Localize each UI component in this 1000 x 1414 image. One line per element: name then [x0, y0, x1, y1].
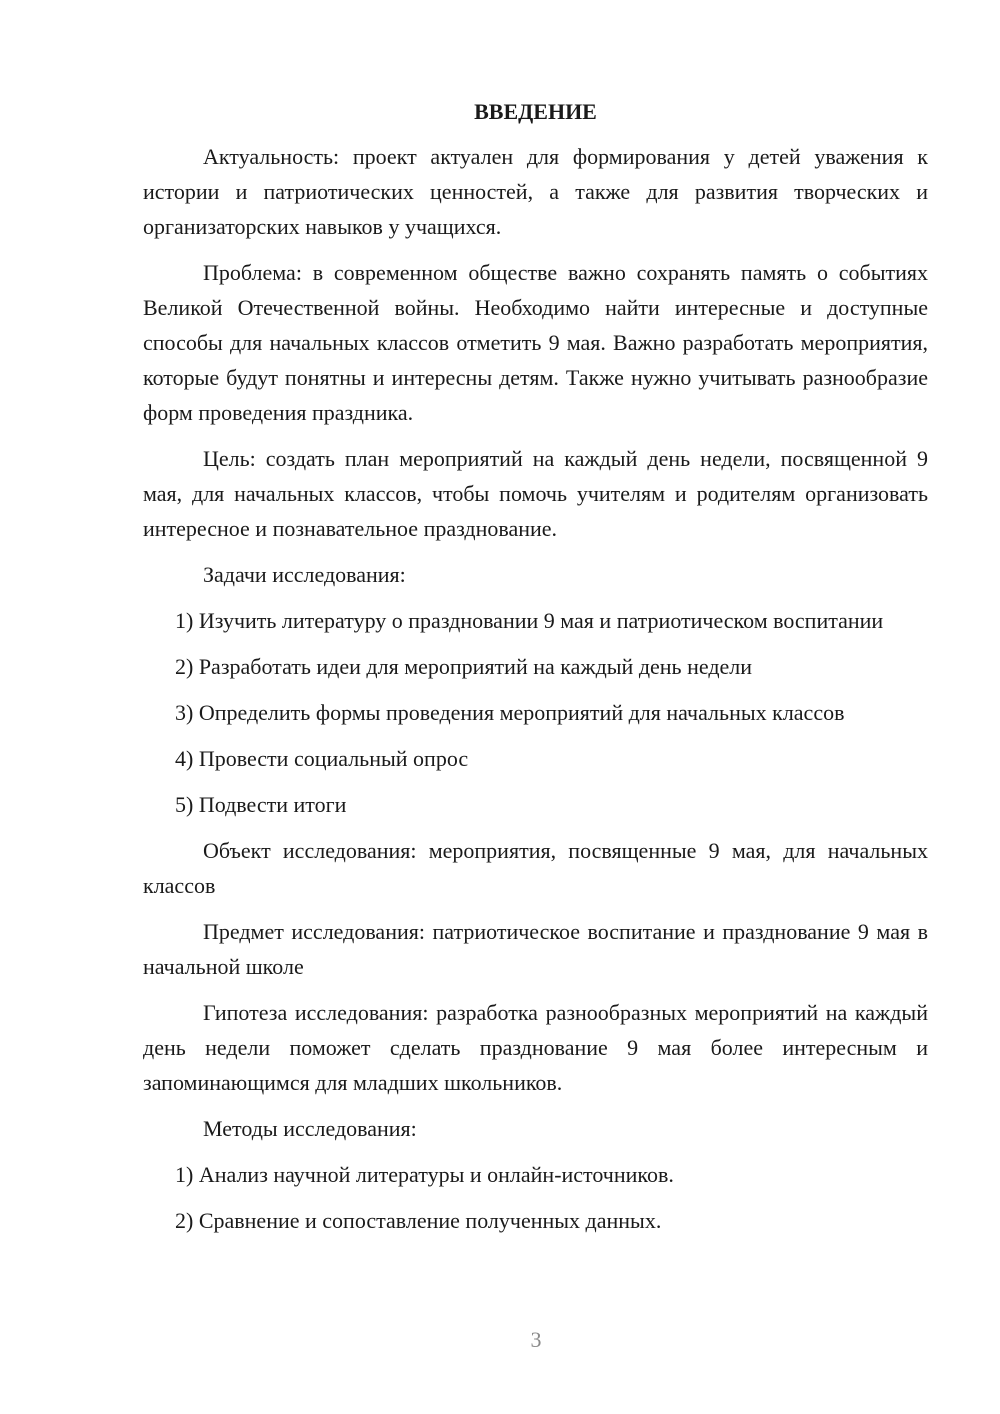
page-number: 3 [530, 1327, 542, 1352]
page-content [143, 94, 928, 1249]
method-item: 2) Сравнение и сопоставление полученных данных. [175, 1208, 662, 1233]
task-item: 5) Подвести итоги [175, 792, 347, 817]
task-item: 2) Разработать идеи для мероприятий на каждый день недели [175, 654, 753, 679]
tasks-heading: Задачи исследования: [203, 562, 406, 587]
page-title: ВВЕДЕНИЕ [474, 99, 597, 124]
hypothesis-paragraph: Гипотеза исследования: разработка разнообразных мероприятий на каждый день недели поможет сделать празднование 9 мая более интересным и запоминающимся для младших школьников. [143, 1000, 928, 1095]
method-item: 1) Анализ научной литературы и онлайн-источников. [175, 1162, 674, 1187]
task-item: 1) Изучить литературу о праздновании 9 мая и патриотическом воспитании [175, 608, 884, 633]
problem-paragraph: Проблема: в современном обществе важно сохранять память о событиях Великой Отечественной войны. Необходимо найти интересные и доступные способы для начальных классов отметить 9 мая. Важно разработать мероприятия, которые будут понятны и интересны детям. Также нужно учитывать разнообразие форм проведения праздника. [143, 260, 928, 425]
goal-paragraph: Цель: создать план мероприятий на каждый день недели, посвященной 9 мая, для начальных классов, чтобы помочь учителям и родителям организовать интересное и познавательное празднование. [143, 446, 928, 541]
task-item: 4) Провести социальный опрос [175, 746, 469, 771]
subject-paragraph: Предмет исследования: патриотическое воспитание и празднование 9 мая в начальной школе [143, 919, 928, 979]
methods-heading: Методы исследования: [203, 1116, 417, 1141]
task-item: 3) Определить формы проведения мероприятий для начальных классов [175, 700, 845, 725]
object-paragraph: Объект исследования: мероприятия, посвященные 9 мая, для начальных классов [143, 838, 928, 898]
relevance-paragraph: Актуальность: проект актуален для формирования у детей уважения к истории и патриотических ценностей, а также для развития творческих и организаторских навыков у учащихся. [143, 144, 928, 239]
